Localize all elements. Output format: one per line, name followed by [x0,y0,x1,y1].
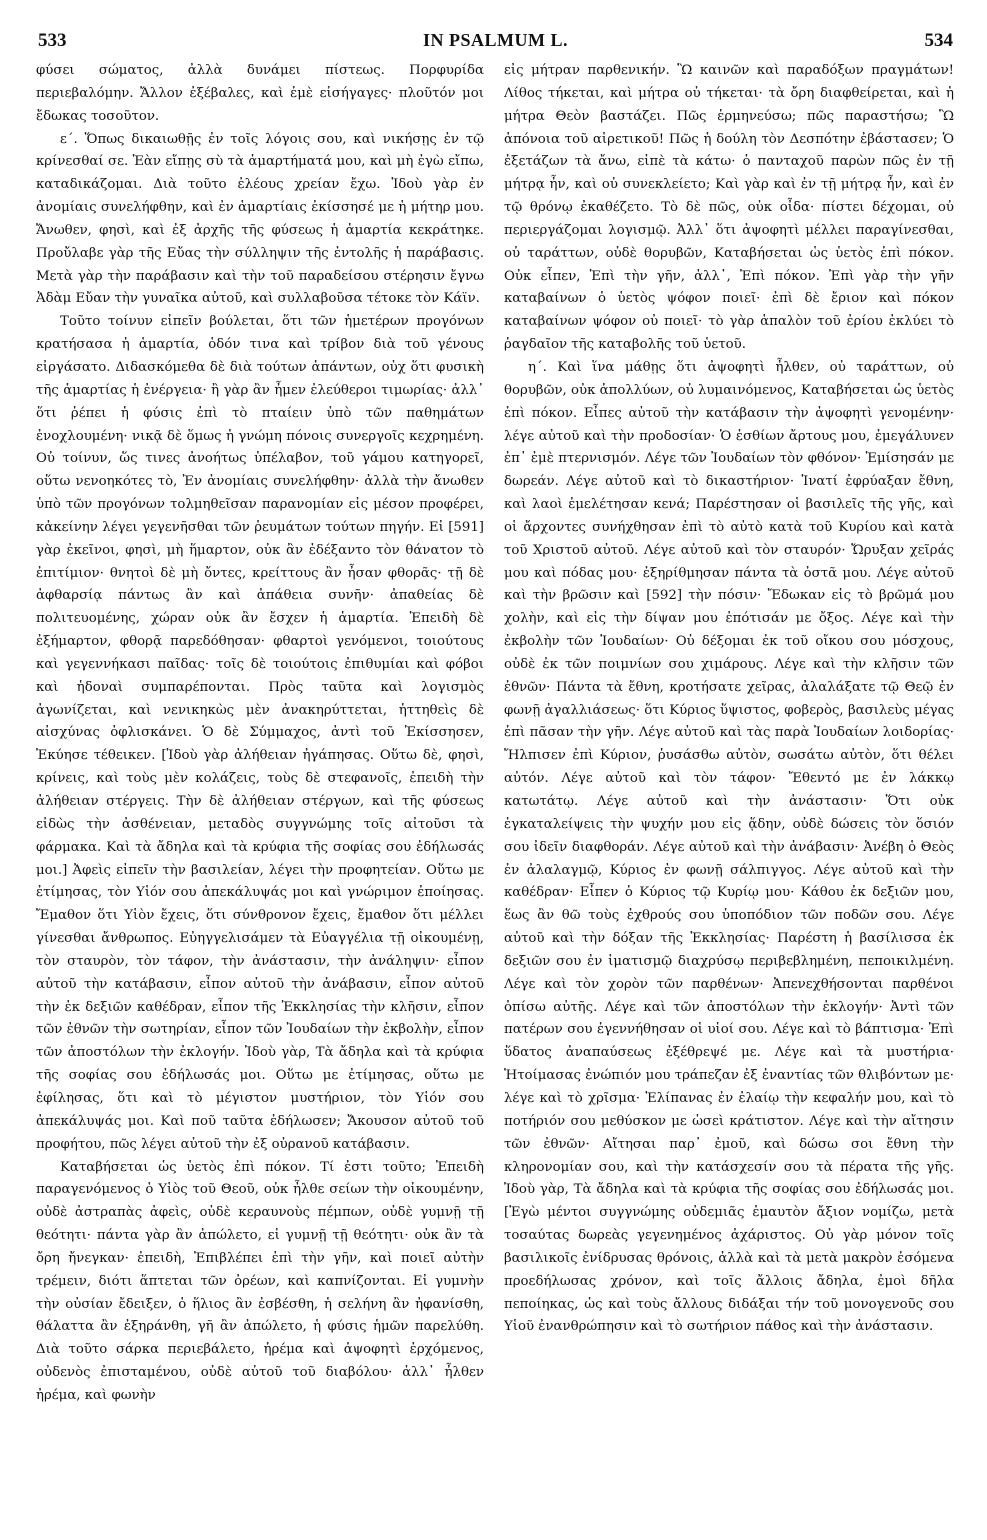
left-text-column [36,60,484,1526]
right-text-column [504,60,954,1526]
running-title: IN PSALMUM L. [423,30,568,50]
page-header [38,30,953,56]
paragraph: Τοῦτο τοίνυν εἰπεῖν βούλεται, ὅτι τῶν ἡμετέρων προγόνων κρατήσασα ἡ ἁμαρτία, ὁδόν τινα καὶ τρίβον διὰ τοῦ γένους εἰργάσατο. Διδασκόμεθα δὲ διὰ τούτων ἁπάντων, οὐχ ὅτι φυσικὴ τῆς ἁμαρτίας ἡ ἐνέργεια· ἢ γὰρ ἂν ἦμεν ἐλεύθεροι τιμωρίας· ἀλλ᾽ ὅτι ῥέπει ἡ φύσις ἐπὶ τὸ πταίειν ὑπὸ τῶν παθημάτων ἐνοχλουμένη· νικᾷ δὲ ὅμως ἡ γνώμη πόνοις συνεργοῖς κεχρημένη. Οὐ τοίνυν, ὥς τινες ἀνοήτως ὑπέλαβον, τοῦ γάμου κατηγορεῖ, οὕτω νενοηκότες τὸ, Ἐν ἀνομίαις συνελήφθην· ἀλλὰ τὴν ἄνωθεν ὑπὸ τῶν προγόνων τολμηθεῖσαν παρανομίαν εἰς μέσον προφέρει, κἀκείνην λέγει γεγενῆσθαι τῶν ῥευμάτων τούτων πηγήν. Εἰ [591] γὰρ ἐκεῖνοι, φησὶ, μὴ ἥμαρτον, οὐκ ἂν ἐδέξαντο τὸν θάνατον τὸ ἐπιτίμιον· θνητοὶ δὲ μὴ ὄντες, κρείττους ἂν ἦσαν φθορᾶς· τῇ δὲ ἀφθαρσίᾳ πάντως ἂν καὶ ἀπάθεια συνῆν· ἀπαθείας δὲ πολιτευομένης, χώραν οὐκ ἂν ἔσχεν ἡ ἁμαρτία. Ἐπειδὴ δὲ ἐξήμαρτον, φθορᾷ παρεδόθησαν· φθαρτοὶ γενόμενοι, τοιούτους καὶ γεγεννήκασι παῖδας· τοῖς δὲ τοιούτοις ἐπιθυμίαι καὶ φόβοι καὶ ἡδοναὶ συμπαρέπονται. Πρὸς ταῦτα καὶ λογισμὸς ἀγωνίζεται, καὶ νενικηκὼς μὲν ἀνακηρύττεται, ἡττηθεὶς δὲ αἰσχύνας ὀφλισκάνει. Ὁ δὲ Σύμμαχος, ἀντὶ τοῦ Ἐκίσσησεν, Ἐκύησε τέθεικεν. [Ἰδοὺ γὰρ ἀλήθειαν ἠγάπησας. Οὕτω δὲ, φησὶ, κρίνεις, καὶ τοὺς μὲν κολάζεις, τοὺς δὲ στεφανοῖς, ἐπειδὴ τὴν ἀλήθειαν στέργεις. Τὴν δὲ ἀλήθειαν στέργων, καὶ τῆς φύσεως εἰδὼς τὴν ἀσθένειαν, μεταδὸς συγγνώμης τοῖς αἰτοῦσι τὰ φάρμακα. Καὶ τὰ ἄδηλα καὶ τὰ κρύφια τῆς σοφίας σου ἐδήλωσάς μοι.] Ἀφεὶς εἰπεῖν τὴν βασιλείαν, λέγει τὴν προφητείαν. Οὕτω με ἐτίμησας, τὸν Υἱόν σου ἀπεκάλυψάς μοι καὶ γνώριμον ἐποίησας. Ἔμαθον ὅτι Υἱὸν ἔχεις, ὅτι σύνθρονον ἔχεις, ἔμαθον ὅτι μέλλει γίνεσθαι ἄνθρωπος. Εὐηγγελισάμεν τὰ Εὐαγγέλια τῇ οἰκουμένῃ, τὸν σταυρὸν, τὸν τάφον, τὴν ἀνάστασιν, τὴν ἀνάληψιν· εἶπον αὐτοῦ τὴν κατάβασιν, εἶπον αὐτοῦ τὴν ἀνάβασιν, εἶπον αὐτοῦ τὴν ἐκ δεξιῶν καθέδραν, εἶπον τῆς Ἐκκλησίας τὴν κλῆσιν, εἶπον τῶν ἐθνῶν τὴν σωτηρίαν, εἶπον τῶν Ἰουδαίων τὴν ἐκβολὴν, εἶπον τῶν ἀποστόλων τὴν ἐκλογήν. Ἰδοὺ γὰρ, Τὰ ἄδηλα καὶ τὰ κρύφια τῆς σοφίας σου ἐδήλωσάς μοι. Οὕτω με ἐτίμησας, οὕτω με ἐφίλησας, ὅτι καὶ τὸ μέγιστον μυστήριον, τὸν Υἱόν σου ἀπεκάλυψάς μοι. Καὶ ποῦ ταῦτα ἐδήλωσεν; Ἄκουσον αὐτοῦ τοῦ προφήτου, πῶς λέγει αὐτοῦ τὴν ἐξ οὐρανοῦ κατάβασιν. [36,314,484,1152]
paragraph: φύσει σώματος, ἀλλὰ δυνάμει πίστεως. Πορφυρίδα περιεβαλόμην. Ἄλλον ἐξέβαλες, καὶ ἐμὲ εἰσήγαγες· πλοῦτόν μοι ἔδωκας τοσοῦτον. [36,63,484,124]
right-column-number: 534 [924,30,953,51]
paragraph: εἰς μήτραν παρθενικήν. Ὢ καινῶν καὶ παραδόξων πραγμάτων! Λίθος τήκεται, καὶ μήτρα οὐ τήκεται· τὰ ὄρη διαφθείρεται, καὶ ἡ μήτρα Θεὸν βαστάζει. Πῶς ἑρμηνεύσω; πῶς παραστήσω; Ὢ ἀπόνοια τοῦ αἱρετικοῦ! Πῶς ἡ δούλη τὸν Δεσπότην ἐβάστασεν; Ὁ ἐξετάζων τὰ ἄνω, εἰπὲ τὰ κάτω· ὁ πανταχοῦ παρὼν πῶς ἐν τῇ μήτρᾳ ἦν, καὶ οὐ συνεκλείετο; Καὶ γὰρ καὶ ἐν τῇ μήτρᾳ ἦν, καὶ ἐν τῷ θρόνῳ ἐκαθέζετο. Τὸ δὲ πῶς, οὐκ οἶδα· πίστει δέχομαι, οὐ περιεργάζομαι λογισμῷ. Ἀλλ᾽ ὅτι ἀψοφητὶ μέλλει παραγίνεσθαι, οὐ ταράττων, οὐδὲ θορυβῶν, Καταβήσεται ὡς ὑετὸς ἐπὶ πόκον. Οὐκ εἶπεν, Ἐπὶ τὴν γῆν, ἀλλ᾽, Ἐπὶ πόκον. Ἐπὶ γὰρ τὴν γῆν καταβαίνων ὁ ὑετὸς ψόφον ποιεῖ· ἐπὶ δὲ ἔριον καὶ πόκον καταβαίνων ψόφον οὐ ποιεῖ· τὸ γὰρ ἁπαλὸν τοῦ ἐρίου ἐκλύει τὸ ῥαγδαῖον τῆς καταβολῆς τοῦ ὑετοῦ. [504,63,954,353]
paragraph: Καταβήσεται ὡς ὑετὸς ἐπὶ πόκον. Τί ἐστι τοῦτο; Ἐπειδὴ παραγενόμενος ὁ Υἱὸς τοῦ Θεοῦ, οὐκ ἦλθε σείων τὴν οἰκουμένην, οὐδὲ ἀστραπὰς ἀφεὶς, οὐδὲ κεραυνοὺς πέμπων, οὐδὲ γυμνῇ τῇ θεότητι· πάντα γὰρ ἂν ἀπώλετο, εἰ γυμνῇ τῇ θεότητι· οὐκ ἂν τὰ ὄρη ἤνεγκαν· ἐπειδὴ, Ἐπιβλέπει ἐπὶ τὴν γῆν, καὶ ποιεῖ αὐτὴν τρέμειν, διότι ἅπτεται τῶν ὀρέων, καὶ καπνίζονται. Εἰ γυμνὴν τὴν οὐσίαν ἔδειξεν, ὁ ἥλιος ἂν ἐσβέσθη, ἡ σελήνη ἂν ἠφανίσθη, θάλαττα ἂν ἐξηράνθη, γῆ ἂν ἀπώλετο, ἡ φύσις ἡμῶν παρελύθη. Διὰ τοῦτο σάρκα περιεβάλετο, ἠρέμα καὶ ἀψοφητὶ ἐρχόμενος, οὐδενὸς ἐπισταμένου, οὐδὲ αὐτοῦ τοῦ διαβόλου· ἀλλ᾽ ἦλθεν ἠρέμα, καὶ φωνὴν [36,1159,484,1403]
paragraph: η΄. Καὶ ἵνα μάθῃς ὅτι ἀψοφητὶ ἦλθεν, οὐ ταράττων, οὐ θορυβῶν, οὐκ ἀπολλύων, οὐ λυμαινόμενος, Καταβήσεται ὡς ὑετὸς ἐπὶ πόκον. Εἶπες αὐτοῦ τὴν κατάβασιν τὴν ἀψοφητὶ γενομένην· λέγε αὐτοῦ καὶ τὴν προδοσίαν· Ὁ ἐσθίων ἄρτους μου, ἐμεγάλυνεν ἐπ᾽ ἐμὲ πτερνισμόν. Λέγε τῶν Ἰουδαίων τὸν φθόνον· Ἐμίσησάν με δωρεάν. Λέγε αὐτοῦ καὶ τὸ δικαστήριον· Ἱνατί ἐφρύαξαν ἔθνη, καὶ λαοὶ ἐμελέτησαν κενά; Παρέστησαν οἱ βασιλεῖς τῆς γῆς, καὶ οἱ ἄρχοντες συνήχθησαν ἐπὶ τὸ αὐτὸ κατὰ τοῦ Κυρίου καὶ κατὰ τοῦ Χριστοῦ αὐτοῦ. Λέγε αὐτοῦ καὶ τὸν σταυρόν· Ὤρυξαν χεῖράς μου καὶ πόδας μου· ἐξηρίθμησαν πάντα τὰ ὀστᾶ μου. Λέγε αὐτοῦ καὶ τὴν βρῶσιν καὶ [592] τὴν πόσιν· Ἔδωκαν εἰς τὸ βρῶμά μου χολὴν, καὶ εἰς τὴν δίψαν μου ἐπότισάν με ὄξος. Λέγε καὶ τὴν ἐκβολὴν τῶν Ἰουδαίων· Οὐ δέξομαι ἐκ τοῦ οἴκου σου μόσχους, οὐδὲ ἐκ τῶν ποιμνίων σου χιμάρους. Λέγε καὶ τὴν κλῆσιν τῶν ἐθνῶν· Πάντα τὰ ἔθνη, κροτήσατε χεῖρας, ἀλαλάξατε τῷ Θεῷ ἐν φωνῇ ἀγαλλιάσεως· ὅτι Κύριος ὕψιστος, φοβερὸς, βασιλεὺς μέγας ἐπὶ πᾶσαν τὴν γῆν. Λέγε αὐτοῦ καὶ τὰς παρὰ Ἰουδαίων λοιδορίας· Ἤλπισεν ἐπὶ Κύριον, ῥυσάσθω αὐτὸν, σωσάτω αὐτὸν, ὅτι θέλει αὐτόν. Λέγε αὐτοῦ καὶ τὸν τάφον· Ἔθεντό με ἐν λάκκῳ κατωτάτῳ. Λέγε αὐτοῦ καὶ τὴν ἀνάστασιν· Ὅτι οὐκ ἐγκαταλείψεις τὴν ψυχήν μου εἰς ᾅδην, οὐδὲ δώσεις τὸν ὅσιόν σου ἰδεῖν διαφθοράν. Λέγε αὐτοῦ καὶ τὴν ἀνάβασιν· Ἀνέβη ὁ Θεὸς ἐν ἀλαλαγμῷ, Κύριος ἐν φωνῇ σάλπιγγος. Λέγε αὐτοῦ καὶ τὴν καθέδραν· Εἶπεν ὁ Κύριος τῷ Κυρίῳ μου· Κάθου ἐκ δεξιῶν μου, ἕως ἂν θῶ τοὺς ἐχθρούς σου ὑποπόδιον τῶν ποδῶν σου. Λέγε αὐτοῦ καὶ τὴν δόξαν τῆς Ἐκκλησίας· Παρέστη ἡ βασίλισσα ἐκ δεξιῶν σου ἐν ἱματισμῷ διαχρύσῳ περιβεβλημένη, πεποικιλμένη. Λέγε καὶ τὸν χορὸν τῶν παρθένων· Ἀπενεχθήσονται παρθένοι ὀπίσω αὐτῆς. Λέγε καὶ τῶν ἀποστόλων τὴν ἐκλογήν· Ἀντὶ τῶν πατέρων σου ἐγεννήθησαν οἱ υἱοί σου. Λέγε καὶ τὸ βάπτισμα· Ἐπὶ ὕδατος ἀναπαύσεως ἐξέθρεψέ με. Λέγε καὶ τὰ μυστήρια· Ἡτοίμασας ἐνώπιόν μου τράπεζαν ἐξ ἐναντίας τῶν θλιβόντων με· λέγε καὶ τὸ χρῖσμα· Ἐλίπανας ἐν ἐλαίῳ τὴν κεφαλήν μου, καὶ τὸ ποτήριόν σου μεθύσκον με ὡσεὶ κράτιστον. Λέγε καὶ τὴν αἴτησιν τῶν ἐθνῶν· Αἴτησαι παρ᾽ ἐμοῦ, καὶ δώσω σοι ἔθνη τὴν κληρονομίαν σου, καὶ τὴν κατάσχεσίν σου τὰ πέρατα τῆς γῆς. Ἰδοὺ γὰρ, Τὰ ἄδηλα καὶ τὰ κρύφια τῆς σοφίας σου ἐδήλωσάς μοι. [Ἐγὼ μέντοι συγγνώμης οὐδεμιᾶς ἐμαυτὸν ἄξιον νομίζω, μετὰ τοσαύτας δωρεὰς γεγενημένος ἀχάριστος. Οὐ γὰρ μόνον τοῖς βασιλικοῖς ἐνίδρυσας θρόνοις, ἀλλὰ καὶ τὰ μετὰ μακρὸν ἐσόμενα προεδήλωσας χρόνον, καὶ τοῖς ἄλλοις ἄδηλα, ἐμοὶ δῆλα πεποίηκας, ὡς καὶ τοὺς ἄλλους διδάξαι τήν τοῦ μονογενοῦς σου Υἱοῦ ἐνανθρώπησιν καὶ τὸ σωτήριον πάθος καὶ τὴν ἀνάστασιν. [504,359,954,1335]
paragraph: ε΄. Ὅπως δικαιωθῇς ἐν τοῖς λόγοις σου, καὶ νικήσῃς ἐν τῷ κρίνεσθαί σε. Ἐὰν εἴπῃς σὺ τὰ ἁμαρτήματά μου, καὶ μὴ ἐγὼ εἴπω, καταδικάζομαι. Διὰ τοῦτο ἐλέους χρείαν ἔχω. Ἰδοὺ γὰρ ἐν ἀνομίαις συνελήφθην, καὶ ἐν ἁμαρτίαις ἐκίσσησέ με ἡ μήτηρ μου. Ἄνωθεν, φησὶ, καὶ ἐξ ἀρχῆς τῆς φύσεως ἡ ἁμαρτία κεκράτηκε. Προὔλαβε γὰρ τῆς Εὔας τὴν σύλληψιν τῆς ἐντολῆς ἡ παράβασις. Μετὰ γὰρ τὴν παράβασιν καὶ τὴν τοῦ παραδείσου στέρησιν ἔγνω Ἀδὰμ Εὔαν τὴν γυναῖκα αὐτοῦ, καὶ συλλαβοῦσα τέτοκε τὸν Κάϊν. [36,131,484,307]
left-column-number: 533 [38,30,67,51]
